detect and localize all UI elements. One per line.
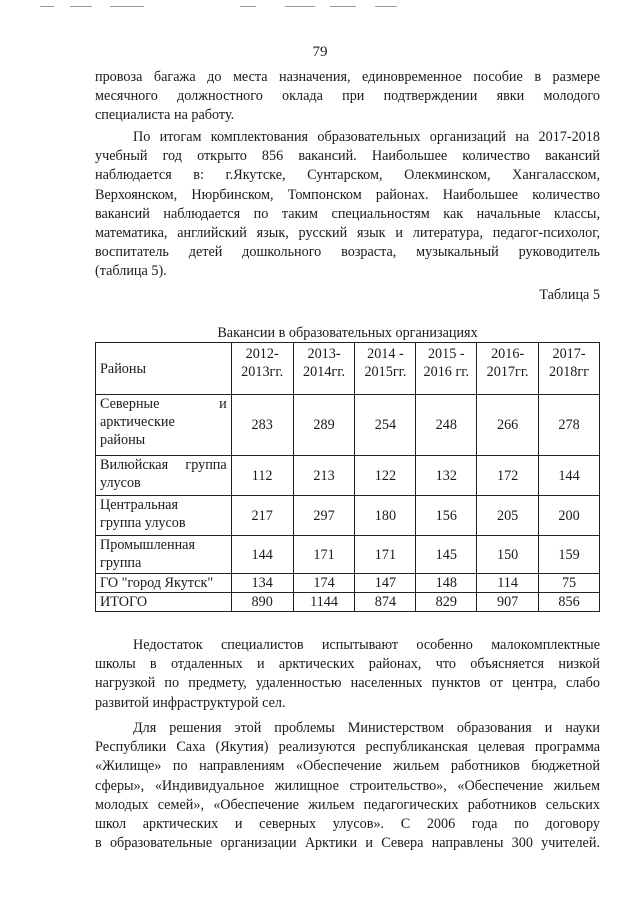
table-total-row bbox=[96, 593, 600, 612]
text-line: школы в отдаленных и арктических районах, что объясняется низкой bbox=[95, 656, 600, 673]
header-year: 2016- 2017гг. bbox=[477, 343, 539, 395]
value-cell: 132 bbox=[416, 456, 477, 496]
value-cell: 134 bbox=[231, 574, 293, 593]
value-cell: 283 bbox=[231, 395, 293, 456]
text-line: Верхоянском, Нюрбинском, Томпонском районах. Наибольшее количество bbox=[95, 186, 600, 203]
header-year: 2017- 2018гг bbox=[539, 343, 600, 395]
text-line: школ арктических и северных улусов». С 2006 года по договору bbox=[95, 816, 600, 833]
text-line: Республики Саха (Якутия) реализуются республиканская целевая программа bbox=[95, 739, 600, 756]
value-cell: 1144 bbox=[293, 593, 355, 612]
value-cell: 248 bbox=[416, 395, 477, 456]
value-cell: 148 bbox=[416, 574, 477, 593]
text-line: математика, английский язык, русский язык и литература, педагог-психолог, bbox=[95, 225, 600, 242]
region-cell: Промышленная группа bbox=[96, 536, 232, 574]
value-cell: 172 bbox=[477, 456, 539, 496]
table-row bbox=[96, 456, 600, 496]
value-cell: 213 bbox=[293, 456, 355, 496]
text-line: «Жилище» по направлениям «Обеспечение жильем работников бюджетной bbox=[95, 758, 600, 775]
region-cell: ИТОГО bbox=[96, 593, 232, 612]
text-line: воспитатель детей дошкольного возраста, музыкальный руководитель bbox=[95, 244, 600, 261]
header-year: 2014 - 2015гг. bbox=[355, 343, 416, 395]
text-line: в образовательные организации Арктики и Севера направлены 300 учителей. bbox=[95, 835, 600, 852]
value-cell: 171 bbox=[293, 536, 355, 574]
text-line: сферы», «Индивидуальное жилищное строительство», «Обеспечение жильем bbox=[95, 777, 600, 794]
value-cell: 144 bbox=[539, 456, 600, 496]
text-line: молодых семей», «Обеспечение жильем педагогических работников сельских bbox=[95, 796, 600, 813]
value-cell: 907 bbox=[477, 593, 539, 612]
paragraph-housing-program bbox=[95, 719, 600, 853]
page-number: 79 bbox=[312, 44, 328, 60]
value-cell: 144 bbox=[231, 536, 293, 574]
table-caption: Вакансии в образовательных организациях bbox=[217, 325, 478, 341]
region-cell: Вилюйская группа улусов bbox=[96, 456, 232, 496]
paragraph-staff-shortage bbox=[95, 636, 600, 713]
value-cell: 171 bbox=[355, 536, 416, 574]
value-cell: 200 bbox=[539, 496, 600, 536]
text-line: Для решения этой проблемы Министерством образования и науки bbox=[133, 720, 600, 736]
header-year: 2015 - 2016 гг. bbox=[416, 343, 477, 395]
value-cell: 145 bbox=[416, 536, 477, 574]
value-cell: 112 bbox=[231, 456, 293, 496]
table-label: Таблица 5 bbox=[539, 287, 600, 303]
value-cell: 122 bbox=[355, 456, 416, 496]
header-year: 2013- 2014гг. bbox=[293, 343, 355, 395]
value-cell: 289 bbox=[293, 395, 355, 456]
value-cell: 75 bbox=[539, 574, 600, 593]
header-region: Районы bbox=[96, 343, 232, 395]
header-year: 2012- 2013гг. bbox=[231, 343, 293, 395]
value-cell: 174 bbox=[293, 574, 355, 593]
value-cell: 150 bbox=[477, 536, 539, 574]
text-line: провоза багажа до места назначения, единовременное пособие в размере bbox=[95, 69, 600, 85]
value-cell: 266 bbox=[477, 395, 539, 456]
text-line: специалиста на работу. bbox=[95, 107, 235, 124]
region-cell: ГО "город Якутск" bbox=[96, 574, 232, 593]
text-line: месячного должностного оклада при подтверждении явки молодого bbox=[95, 88, 600, 105]
table-row bbox=[96, 536, 600, 574]
table-row bbox=[96, 574, 600, 593]
value-cell: 156 bbox=[416, 496, 477, 536]
value-cell: 856 bbox=[539, 593, 600, 612]
region-cell: Центральная группа улусов bbox=[96, 496, 232, 536]
table-row bbox=[96, 496, 600, 536]
value-cell: 217 bbox=[231, 496, 293, 536]
paragraph-vacancies-summary bbox=[95, 128, 600, 282]
value-cell: 874 bbox=[355, 593, 416, 612]
value-cell: 159 bbox=[539, 536, 600, 574]
table-row bbox=[96, 395, 600, 456]
table-header-row bbox=[96, 343, 600, 395]
paragraph-relocation-allowance bbox=[95, 68, 600, 126]
text-line: (таблица 5). bbox=[95, 263, 167, 280]
text-line: Недостаток специалистов испытывают особенно малокомплектные bbox=[133, 637, 600, 653]
text-line: учебный год открыто 856 вакансий. Наибольшее количество вакансий bbox=[95, 148, 600, 165]
scan-artifact-marks bbox=[40, 6, 460, 10]
text-line: вакансий наблюдается по таким специальностям как начальные классы, bbox=[95, 205, 600, 222]
region-cell: Северные и арктические районы bbox=[96, 395, 232, 456]
value-cell: 180 bbox=[355, 496, 416, 536]
text-line: нагрузкой по предмету, удаленностью населенных пунктов от центра, слабо bbox=[95, 675, 600, 692]
value-cell: 829 bbox=[416, 593, 477, 612]
value-cell: 147 bbox=[355, 574, 416, 593]
text-line: наблюдается в: г.Якутске, Сунтарском, Олекминском, Хангаласском, bbox=[95, 167, 600, 184]
value-cell: 890 bbox=[231, 593, 293, 612]
value-cell: 254 bbox=[355, 395, 416, 456]
value-cell: 297 bbox=[293, 496, 355, 536]
value-cell: 114 bbox=[477, 574, 539, 593]
vacancies-table bbox=[95, 342, 600, 612]
value-cell: 205 bbox=[477, 496, 539, 536]
text-line: По итогам комплектования образовательных организаций на 2017-2018 bbox=[133, 129, 600, 145]
value-cell: 278 bbox=[539, 395, 600, 456]
text-line: развитой инфраструктурой сел. bbox=[95, 694, 286, 711]
